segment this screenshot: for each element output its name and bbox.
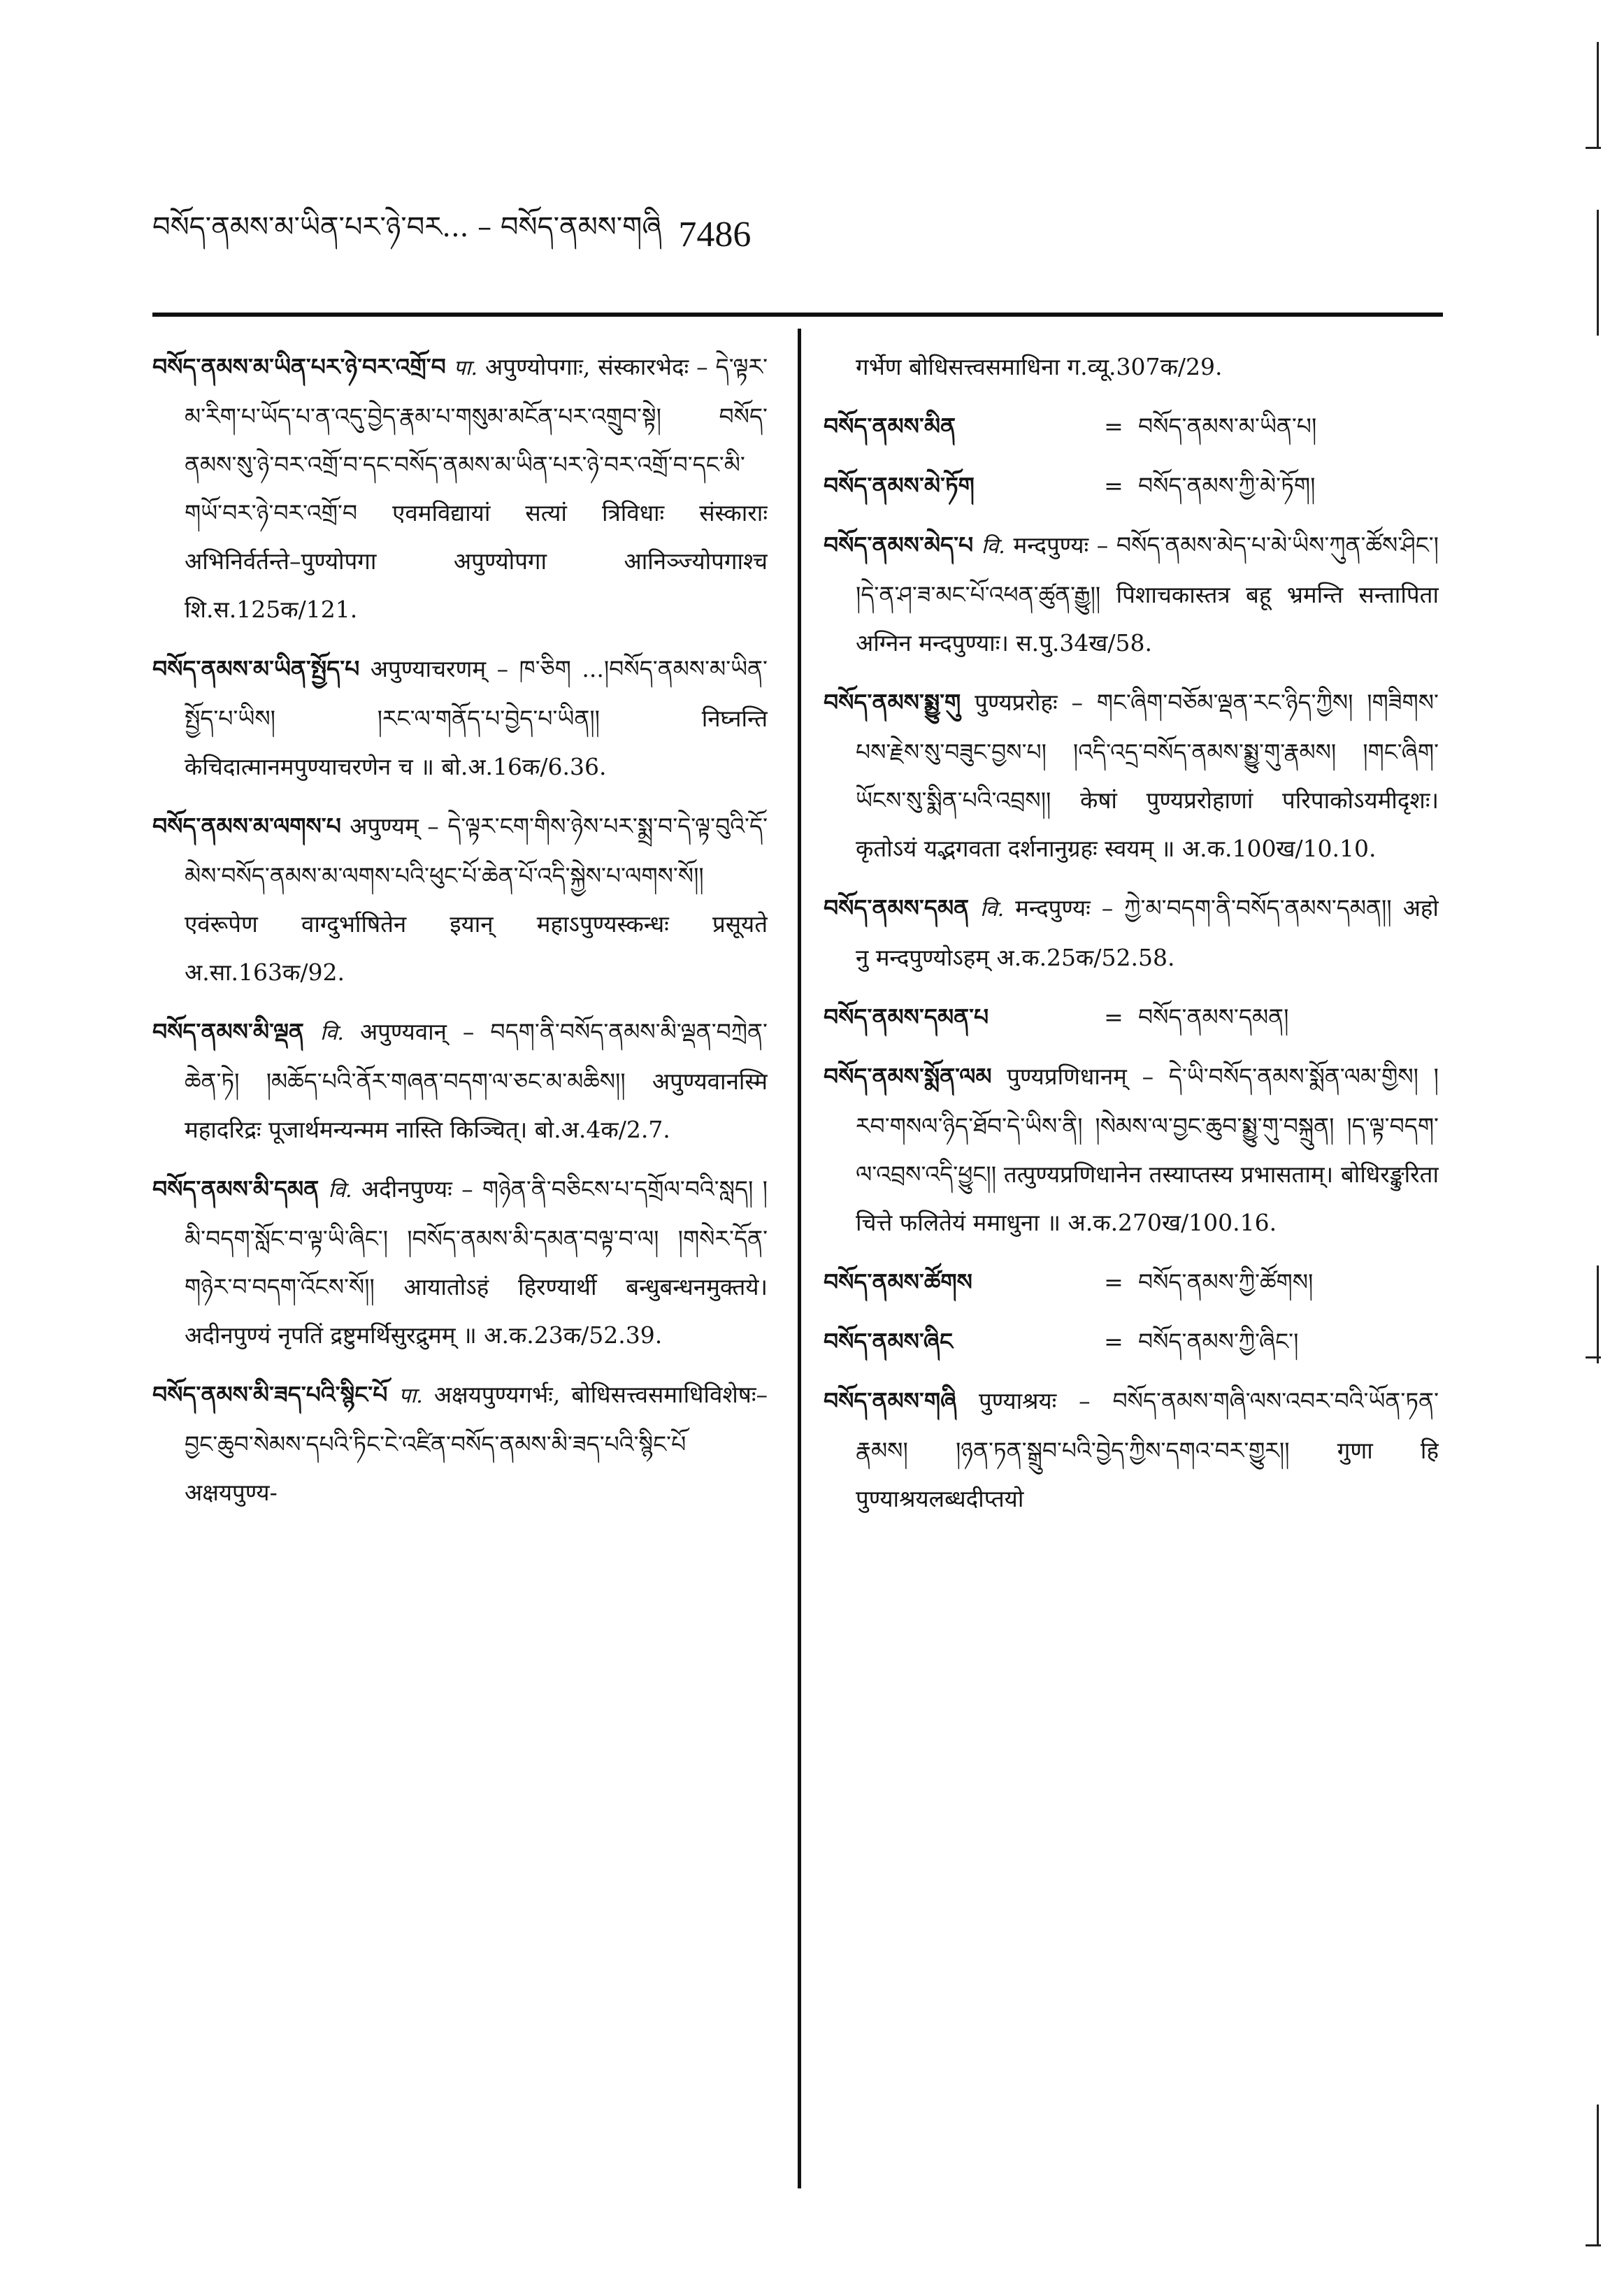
left-column [152, 343, 768, 2195]
dictionary-entry [824, 1052, 1439, 1247]
entry-headword: བསོད་ནམས་མ་ལགས་པ [152, 812, 341, 840]
entry-headword: བསོད་ནམས་མ་ཡིན་སྤྱོད་པ [152, 655, 360, 682]
page-header [152, 203, 1439, 266]
xref-target: བསོད་ནམས་ཀྱི་ཚོགས། [1138, 1268, 1314, 1296]
xref-headword: བསོད་ནམས་མེ་ཏོག [824, 472, 975, 499]
page-number: 7486 [678, 214, 752, 254]
entry-headword: བསོད་ནམས་མི་ཟད་པའི་སྙིང་པོ [152, 1381, 388, 1408]
scan-edge-marks [1594, 42, 1601, 2244]
edge-mark [1597, 1266, 1599, 1363]
cross-reference [824, 402, 1439, 450]
entry-body: मन्दपुण्यः – ཀྱེ་མ་བདག་ནི་བསོད་ནམས་དམན།། अहो नु मन्दपुण्योऽहम् अ.क.25क/52.58. [856, 894, 1439, 971]
cross-reference [824, 1317, 1439, 1365]
edge-mark [1597, 210, 1599, 336]
entry-body: अदीनपुण्यः – གཉེན་ནི་བཅིངས་པ་དགྲོལ་བའི་སླད། །མི་བདག་སློང་བ་ལྟ་ཡི་ཞིང་། །བསོད་ནམས་མི་དམན་བལྟ་བ་ལ། །གསེར་དོན་གཉེར་བ་བདག་འོངས་སོ།། आयातोऽहं हिरण्यार्थी बन्धुबन्धनमुक्तये। अदीनपुण्यं नृपतिं द्रष्टुमर्थिसुरद्रुमम् ॥ अ.क.23क/52.39. [185, 1175, 768, 1349]
entry-abbr: पा. [398, 1384, 423, 1408]
entry-headword: བསོད་ནམས་མི་ལྡན [152, 1018, 304, 1045]
edge-mark [1597, 2105, 1599, 2244]
entry-body: पुण्यप्रणिधानम् – དེ་ཡི་བསོད་ནམས་སྨོན་ལམ་གྱིས། །རབ་གསལ་ཉིད་ཐོབ་དེ་ཡིས་ནི། །སེམས་ལ་བྱང་ཆུབ་སྨྱུ་གུ་བསྐྲུན། །ད་ལྟ་བདག་ལ་འབྲས་འདི་ཕྱུང།། तत्पुण्यप्रणिधानेन तस्याप्तस्य प्रभासताम्। बोधिरङ्कुरिता चित्ते फलितेयं ममाधुना ॥ अ.क.270ख/100.16. [856, 1063, 1439, 1236]
xref-headword: བསོད་ནམས་ཞིང [824, 1328, 953, 1355]
entry-body: अपुण्यवान् – བདག་ནི་བསོད་ནམས་མི་ལྡན་བཀྲེན་ཆེན་ཏེ། །མཆོད་པའི་ནོར་གཞན་བདག་ལ་ཅང་མ་མཆིས།། अपुण्यवानस्मि महादरिद्रः पूजार्थमन्यन्मम नास्ति किञ्चित्। बो.अ.4क/2.7. [185, 1018, 768, 1143]
cross-reference [824, 1258, 1439, 1306]
xref-equals: = [1104, 1003, 1123, 1031]
dictionary-entry [824, 1377, 1439, 1523]
xref-target: བསོད་ནམས་ཀྱི་ཞིང་། [1138, 1328, 1299, 1355]
xref-headword: བསོད་ནམས་དམན་པ [824, 1003, 989, 1031]
entry-body: गर्भेण बोधिसत्त्वसमाधिना ग.व्यू.307क/29. [856, 353, 1223, 380]
entry-body: पुण्याश्रयः – བསོད་ནམས་གཞི་ལས་འབར་བའི་ཡོན་ཏན་རྣམས། །ཉན་ཏན་སྒྲུབ་པའི་བྱེད་ཀྱིས་དགའ་བར་གྱུར།། गुणा हि पुण्याश्रयलब्धदीप्तयो [856, 1387, 1439, 1512]
entry-abbr: वि. [328, 1178, 352, 1203]
xref-headword: བསོད་ནམས་མིན [824, 413, 956, 440]
dictionary-entry [824, 884, 1439, 982]
entry-abbr: पा. [453, 356, 478, 380]
xref-target: བསོད་ནམས་མ་ཡིན་པ། [1138, 413, 1317, 440]
entry-body: अपुण्यम् – དེ་ལྟར་ངག་གིས་ཉེས་པར་སྨྲ་བ་དེ་ལྟ་བུའི་དོ་མེས་བསོད་ནམས་མ་ལགས་པའི་ཕུང་པོ་ཆེན་པོ་འདི་སྐྱེས་པ་ལགས་སོ།། एवंरूपेण वाग्दुर्भाषितेन इयान् महाऽपुण्यस्कन्धः प्रसूयते अ.सा.163क/92. [185, 812, 768, 986]
entry-headword: བསོད་ནམས་མེད་པ [824, 531, 974, 559]
dictionary-entry [152, 645, 768, 791]
dictionary-entry [152, 1008, 768, 1154]
entry-body: अपुण्योपगाः, संस्कारभेदः – དེ་ལྟར་མ་རིག་པ་ཡོད་པ་ན་འདུ་བྱེད་རྣམ་པ་གསུམ་མངོན་པར་འགྲུབ་སྟེ། བསོད་ནམས་སུ་ཉེ་བར་འགྲོ་བ་དང་བསོད་ནམས་མ་ཡིན་པར་ཉེ་བར་འགྲོ་བ་དང་མི་གཡོ་བར་ཉེ་བར་འགྲོ་བ एवमविद्यायां सत्यां त्रिविधाः संस्काराः अभिनिर्वर्तन्ते–पुण्योपगा अपुण्योपगा आनिञ्ज्योपगाश्च शि.स.125क/121. [185, 353, 768, 623]
column-divider [798, 329, 801, 2188]
xref-equals: = [1104, 413, 1123, 440]
entry-headword: བསོད་ནམས་མི་དམན [152, 1175, 319, 1203]
entry-body: अपुण्याचरणम् – ཁ་ཅིག ...།བསོད་ནམས་མ་ཡིན་སྤྱོད་པ་ཡིས། །རང་ལ་གནོད་པ་བྱེད་པ་ཡིན།། निघ्नन्ति केचिदात्मानमपुण्याचरणेन च ॥ बो.अ.16क/6.36. [185, 655, 768, 780]
entry-abbr: वि. [980, 897, 1005, 922]
entry-headword: བསོད་ནམས་སྨྱུ་གུ [824, 689, 961, 716]
entry-headword: བསོད་ནམས་སྨོན་ལམ [824, 1063, 992, 1090]
entry-abbr: वि. [981, 534, 1005, 559]
right-column [824, 343, 1439, 2195]
entry-body: अक्षयपुण्यगर्भः, बोधिसत्त्वसमाधिविशेषः–བྱང་ཆུབ་སེམས་དཔའི་ཏིང་ངེ་འཛིན་བསོད་ནམས་མི་ཟད་པའི་སྙིང་པོ अक्षयपुण्य- [185, 1381, 768, 1506]
dictionary-entry [152, 343, 768, 633]
entry-abbr: वि. [319, 1021, 344, 1045]
dictionary-entry [824, 678, 1439, 873]
entry-body: पुण्यप्ररोहः – གང་ཞིག་བཅོམ་ལྡན་རང་ཉིད་ཀྱིས། །གཟིགས་པས་རྗེས་སུ་བཟུང་བྱས་པ། །འདི་འདྲ་བསོད་ནམས་སྨྱུ་གུ་རྣམས། །གང་ཞིག་ཡོངས་སུ་སྨིན་པའི་འབྲས།། केषां पुण्यप्ररोहाणां परिपाकोऽयमीदृशः। कृतोऽयं यद्भगवता दर्शनानुग्रहः स्वयम् ॥ अ.क.100ख/10.10. [856, 689, 1439, 862]
xref-equals: = [1104, 1268, 1123, 1296]
dictionary-entry [152, 802, 768, 996]
header-rule [152, 313, 1443, 317]
edge-mark [1597, 42, 1599, 147]
entry-continuation [824, 343, 1439, 391]
edge-tick [1586, 1356, 1601, 1358]
xref-target: བསོད་ནམས་ཀྱི་མེ་ཏོག། [1138, 472, 1316, 499]
entry-body: मन्दपुण्यः – བསོད་ནམས་མེད་པ་མེ་ཡིས་ཀུན་ཚོས་ཤིང་། །དེ་ན་ཤ་ཟ་མང་པོ་འཕན་ཚུན་རྒྱུ།། पिशाचकास्तत्र बहू भ्रमन्ति सन्तापिता अग्निन मन्दपुण्याः। स.पु.34ख/58. [856, 531, 1439, 657]
edge-tick [1586, 147, 1601, 149]
dictionary-entry [824, 521, 1439, 667]
dictionary-entry [152, 1370, 768, 1517]
entry-headword: བསོད་ནམས་གཞི [824, 1387, 957, 1414]
dictionary-entry [152, 1165, 768, 1359]
xref-target: བསོད་ནམས་དམན། [1138, 1003, 1289, 1031]
entry-headword: བསོད་ནམས་མ་ཡིན་པར་ཉེ་བར་འགྲོ་བ [152, 353, 446, 380]
cross-reference [824, 993, 1439, 1041]
entry-headword: བསོད་ནམས་དམན [824, 894, 970, 922]
xref-headword: བསོད་ནམས་ཚོགས [824, 1268, 972, 1296]
xref-equals: = [1104, 472, 1123, 499]
cross-reference [824, 461, 1439, 510]
edge-tick [1586, 2244, 1601, 2246]
xref-equals: = [1104, 1328, 1123, 1355]
running-head: བསོད་ནམས་མ་ཡིན་པར་ཉེ་བར... – བསོད་ནམས་གཞི [152, 210, 662, 243]
